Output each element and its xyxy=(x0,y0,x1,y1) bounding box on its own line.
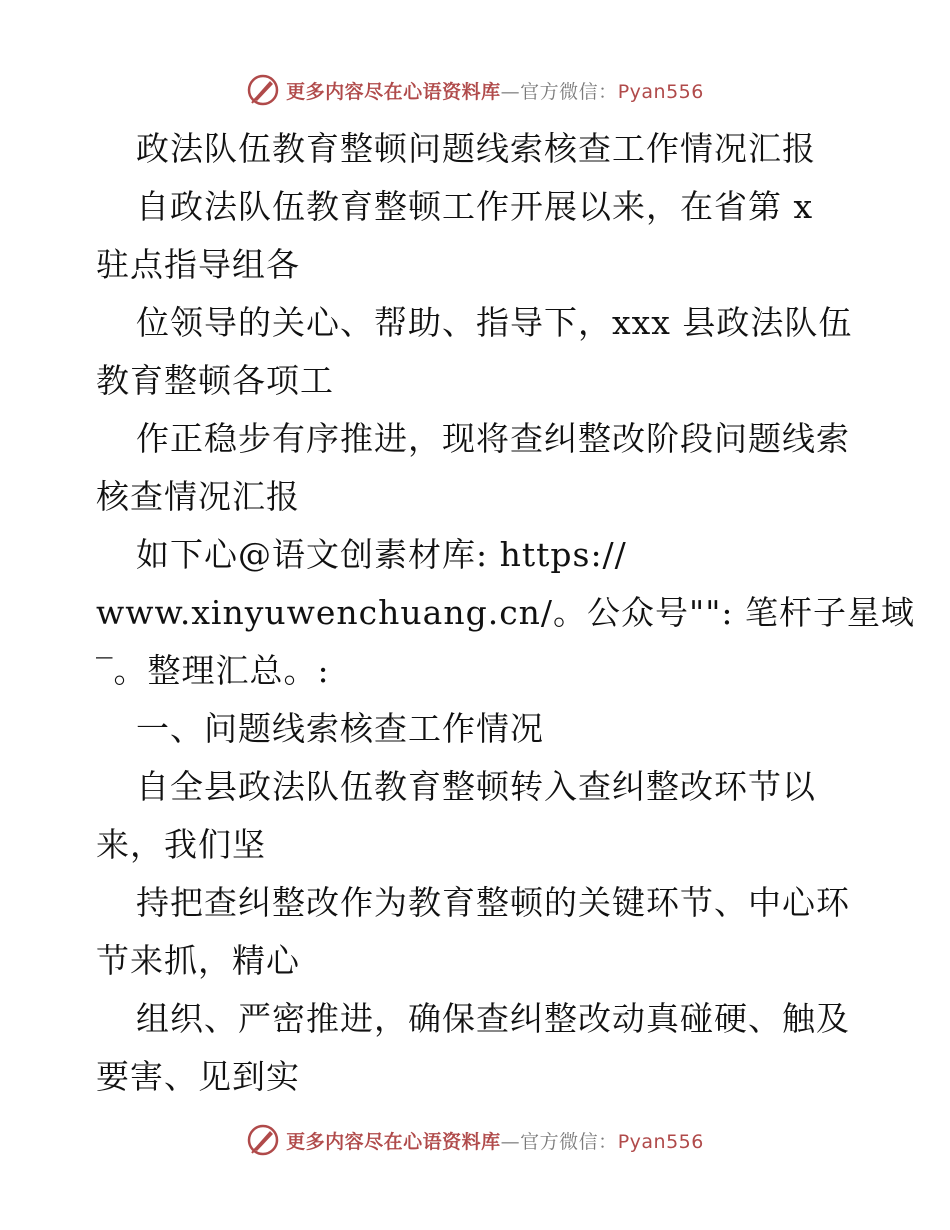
footer-banner-text xyxy=(286,1127,704,1154)
quill-pen-logo-icon xyxy=(246,1123,280,1157)
footer-banner xyxy=(0,1120,950,1160)
paragraph-line: 作正稳步有序推进，现将查纠整改阶段问题线索 xyxy=(136,419,850,458)
paragraph-line: 持把查纠整改作为教育整顿的关键环节、中心环 xyxy=(136,883,850,922)
paragraph-line: 自全县政法队伍教育整顿转入查纠整改环节以 xyxy=(136,767,816,806)
paragraph-line: www.xinyuwenchuang.cn/。公众号"": 笔杆子星域 xyxy=(96,593,916,632)
document-body xyxy=(96,120,916,1106)
quill-pen-logo-icon xyxy=(246,73,280,107)
footer-wechat-id: Pyan556 xyxy=(617,1130,704,1153)
paragraph-line: 核查情况汇报 xyxy=(96,477,300,516)
paragraph-line: 组织、严密推进，确保查纠整改动真碰硬、触及 xyxy=(136,999,850,1038)
footer-wechat-label: 官方微信： xyxy=(520,1130,618,1153)
paragraph-line: 驻点指导组各 xyxy=(96,245,300,284)
section-heading: 一、问题线索核查工作情况 xyxy=(136,709,544,748)
paragraph-line: 如下心@语文创素材库: https:// xyxy=(136,535,627,574)
header-banner-text xyxy=(286,77,704,104)
header-brand: 更多内容尽在心语资料库 xyxy=(286,80,501,103)
paragraph-line: 来，我们坚 xyxy=(96,825,266,864)
paragraph-line: 教育整顿各项工 xyxy=(96,361,334,400)
paragraph-line: 自政法队伍教育整顿工作开展以来，在省第 x xyxy=(136,187,814,226)
paragraph-line: 节来抓，精心 xyxy=(96,941,300,980)
header-dash: — xyxy=(500,80,521,103)
paragraph-line: 位领导的关心、帮助、指导下，xxx 县政法队伍 xyxy=(136,303,853,342)
header-wechat-id: Pyan556 xyxy=(617,80,704,103)
paragraph-line: 要害、见到实 xyxy=(96,1057,300,1096)
document-title: 政法队伍教育整顿问题线索核查工作情况汇报 xyxy=(136,129,816,168)
header-wechat-label: 官方微信： xyxy=(520,80,618,103)
header-banner xyxy=(0,70,950,110)
footer-dash: — xyxy=(500,1130,521,1153)
paragraph-line: ‾。整理汇总。: xyxy=(96,651,330,690)
footer-brand: 更多内容尽在心语资料库 xyxy=(286,1130,501,1153)
